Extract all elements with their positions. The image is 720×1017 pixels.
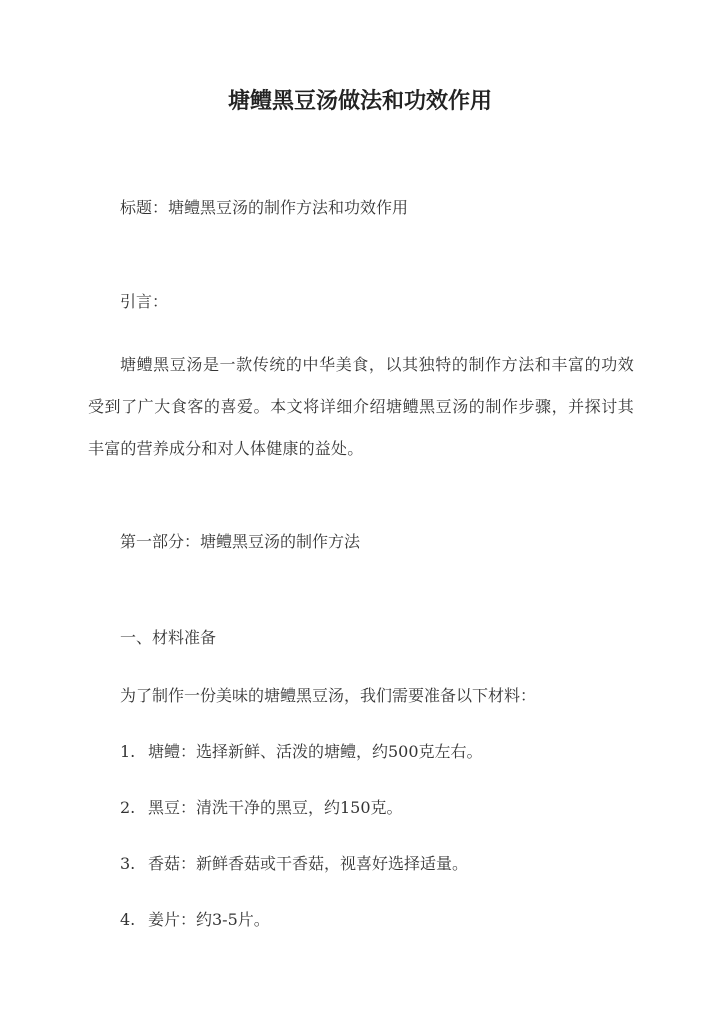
list-item [120, 796, 403, 820]
document-title: 塘鳢黑豆汤做法和功效作用 [227, 88, 492, 114]
list-item-number: 3. [120, 854, 136, 873]
list-item [120, 852, 468, 876]
list-item-number: 2. [120, 798, 136, 817]
list-item-text: 姜片：约3-5片。 [148, 910, 270, 929]
list-item [120, 740, 483, 764]
intro-label: 引言： [120, 292, 169, 311]
subtitle-line: 标题：塘鳢黑豆汤的制作方法和功效作用 [120, 198, 409, 217]
list-item-number: 1. [120, 742, 136, 761]
list-item-text: 香菇：新鲜香菇或干香菇，视喜好选择适量。 [148, 854, 469, 873]
list-item-text: 塘鳢：选择新鲜、活泼的塘鳢，约500克左右。 [148, 742, 483, 761]
part1-heading: 第一部分：塘鳢黑豆汤的制作方法 [120, 532, 361, 551]
intro-paragraph: 塘鳢黑豆汤是一款传统的中华美食，以其独特的制作方法和丰富的功效受到了广大食客的喜爱。本文将详细介绍塘鳢黑豆汤的制作步骤，并探讨其丰富的营养成分和对人体健康的益处。 [88, 355, 634, 458]
materials-intro: 为了制作一份美味的塘鳢黑豆汤，我们需要准备以下材料： [120, 686, 537, 705]
list-item [120, 908, 270, 932]
list-item-number: 4. [120, 910, 136, 929]
section1-heading: 一、材料准备 [120, 628, 217, 647]
list-item-text: 黑豆：清洗干净的黑豆，约150克。 [148, 798, 403, 817]
